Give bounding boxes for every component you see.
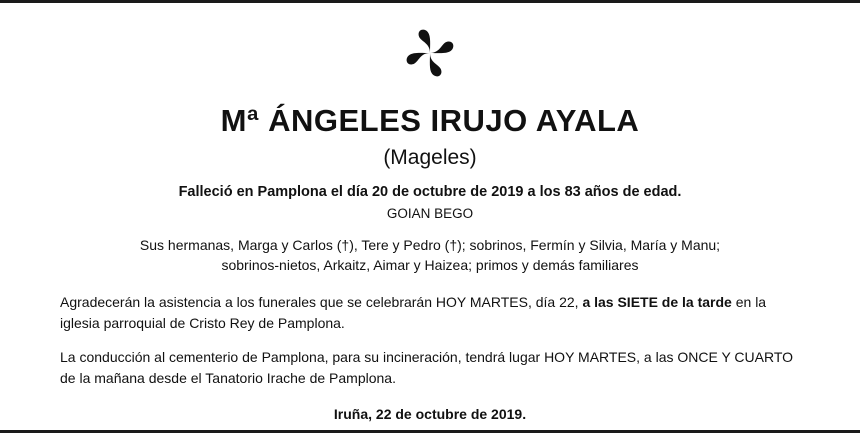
death-details-line: Falleció en Pamplona el día 20 de octubre de 2019 a los 83 años de edad.: [178, 184, 682, 201]
funeral-text-part-1: Agradecerán la asistencia a los funerales que se celebrarán HOY MARTES, día 22,: [60, 293, 583, 310]
burial-paragraph: La conducción al cementerio de Pamplona, para su incineración, tendrá lugar HOY MARTES, a las ONCE Y CUARTO de la mañana desde el Tanatorio Irache de Pamplona.: [60, 348, 794, 386]
family-line-1: Sus hermanas, Marga y Carlos (†), Tere y Pedro (†); sobrinos, Fermín y Silvia, María y Manu;: [139, 237, 721, 254]
family-line-2: sobrinos-nietos, Arkaitz, Aimar y Haizea; primos y demás familiares: [221, 257, 639, 274]
deceased-name: Mª ÁNGELES IRUJO AYALA: [220, 103, 640, 138]
funeral-paragraph: [60, 292, 800, 334]
basque-lauburu-icon: [404, 27, 456, 84]
deceased-nickname: (Mageles): [383, 146, 477, 170]
family-list: [140, 235, 720, 276]
funeral-time-highlight: a las SIETE de la tarde: [582, 293, 732, 310]
emblem-container: [60, 27, 800, 84]
closing-line: Iruña, 22 de octubre de 2019.: [333, 405, 527, 422]
funeral-text-part-2: en la iglesia parroquial de Cristo Rey de Pamplona.: [60, 293, 767, 331]
motto-text: GOIAN BEGO: [386, 206, 474, 222]
